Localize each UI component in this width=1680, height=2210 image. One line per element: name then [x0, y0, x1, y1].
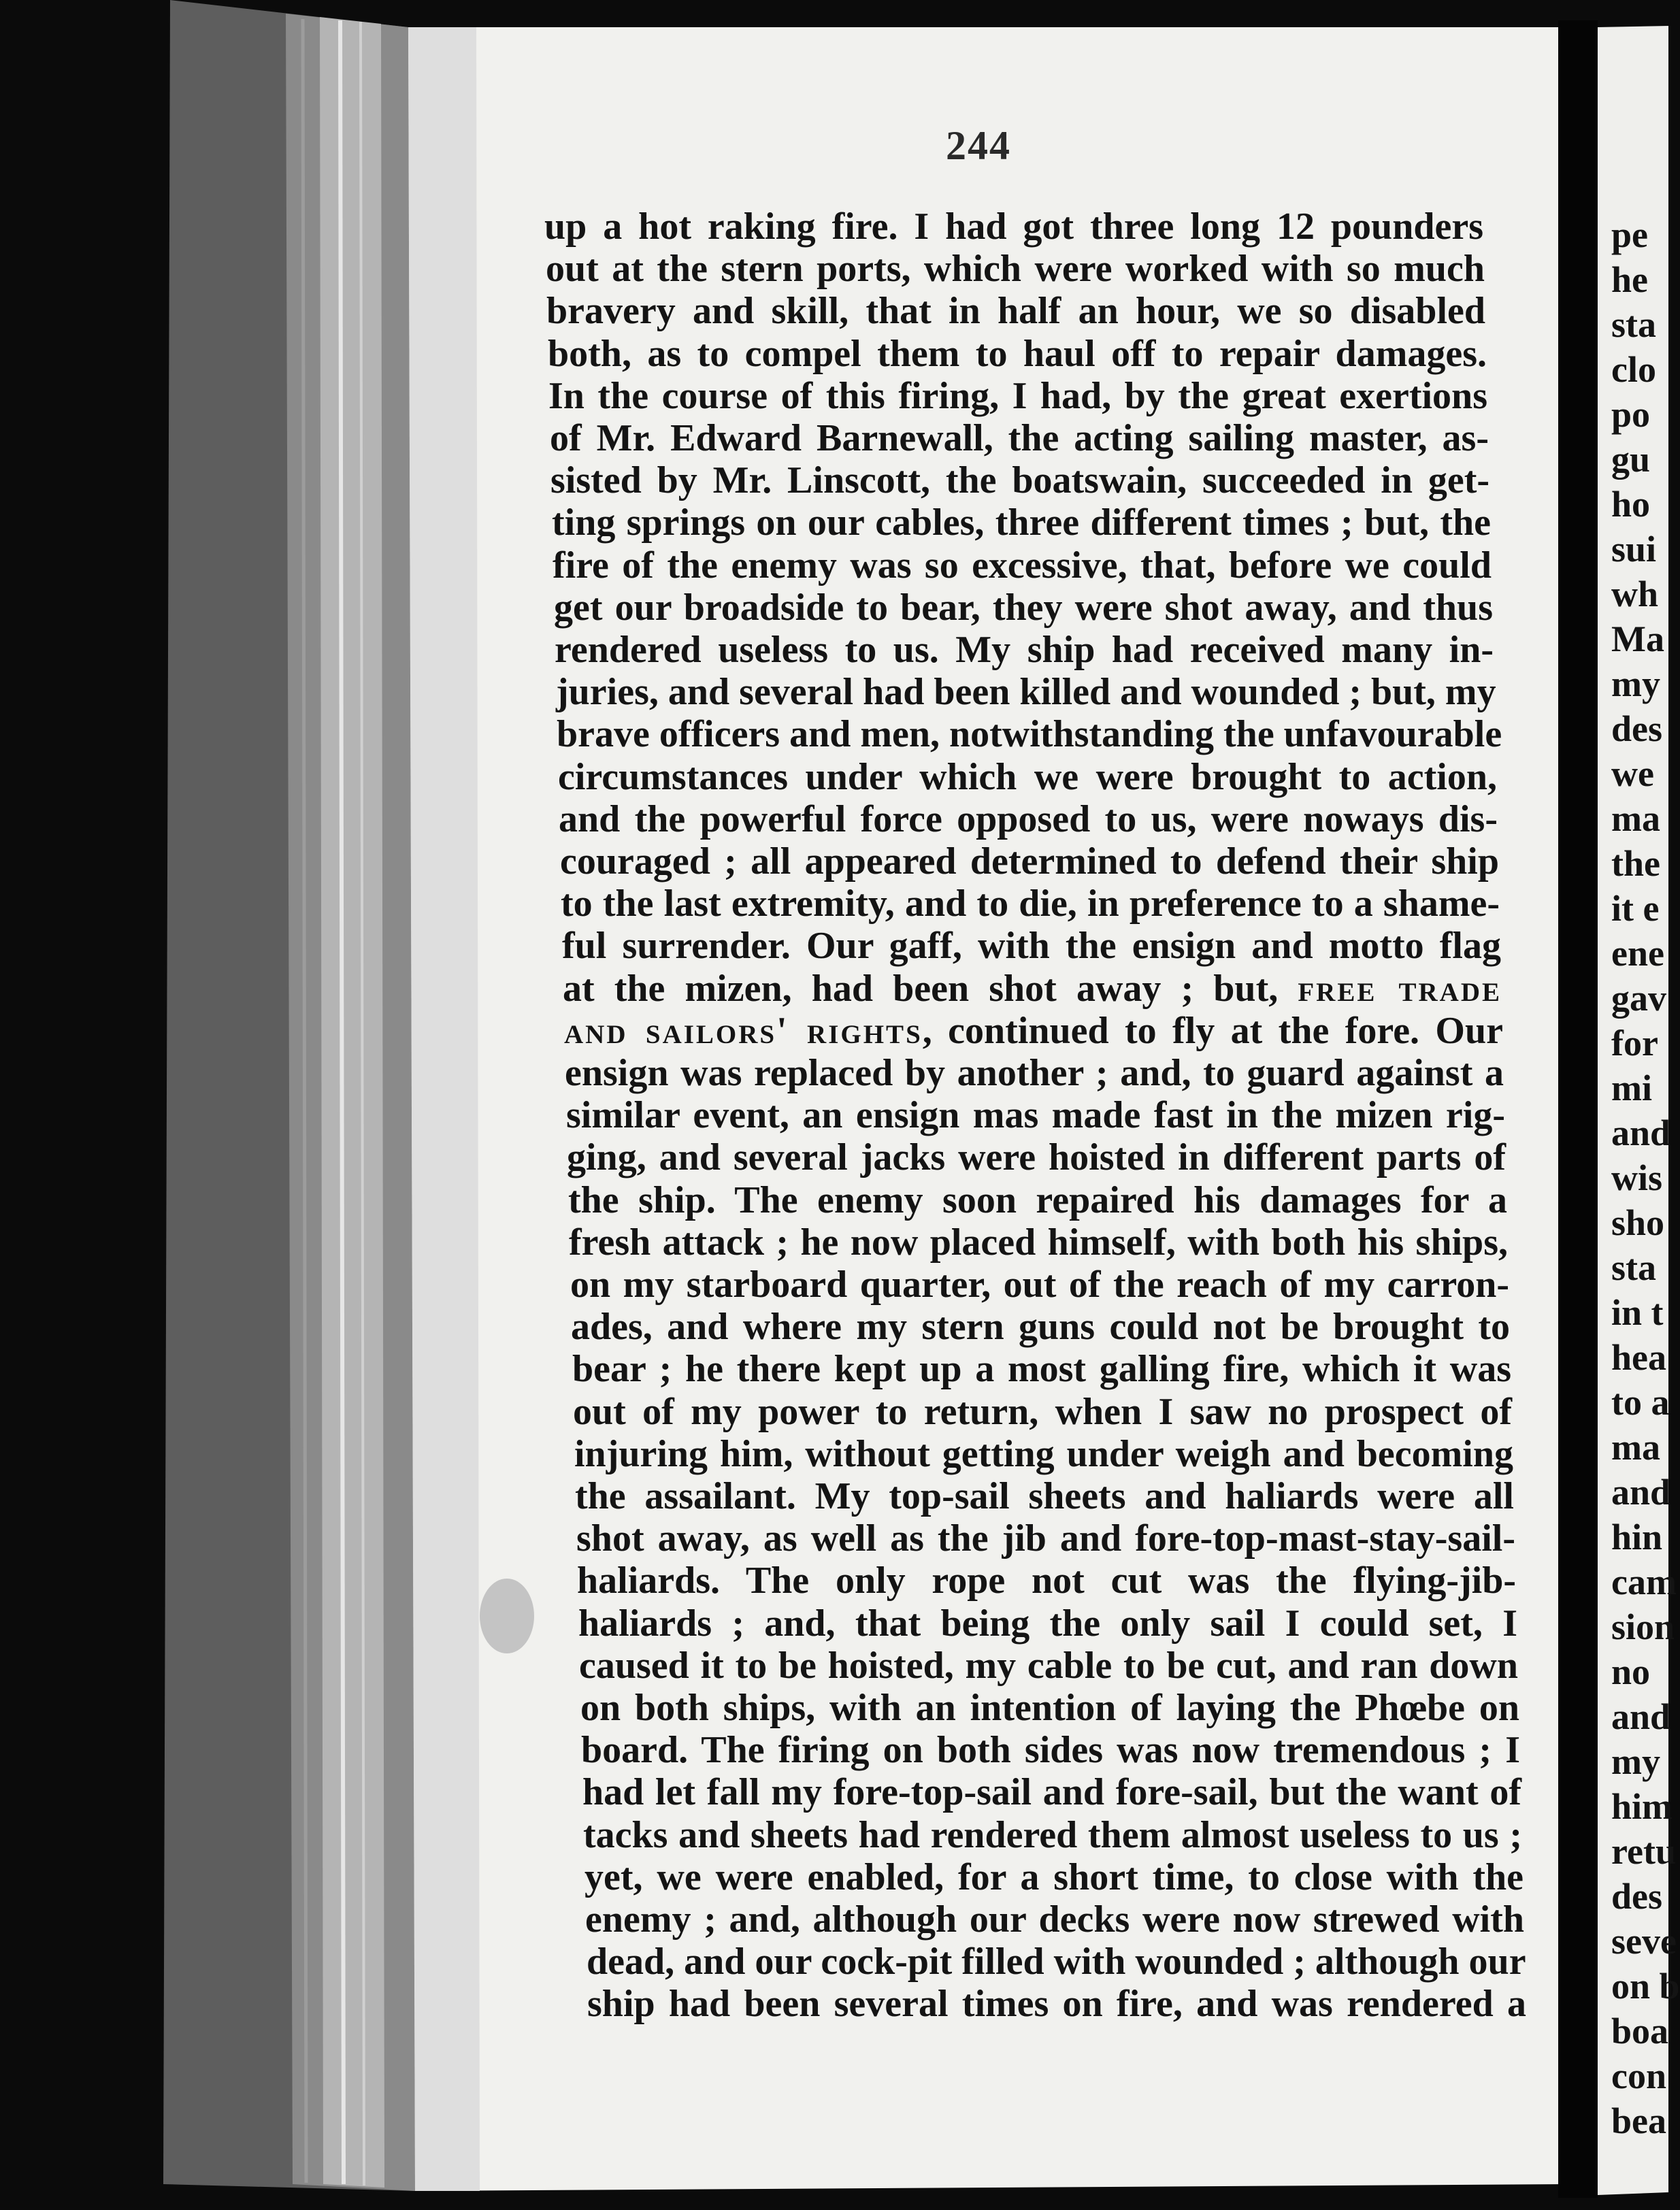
facing-page-fragment: bea	[1611, 2100, 1666, 2141]
facing-page-fragment: ho	[1611, 484, 1651, 525]
facing-page-fragment: mi	[1611, 1068, 1652, 1108]
facing-page-fragment: my	[1611, 1741, 1660, 1782]
text-line: of Mr. Edward Barnewall, the acting sailing master, as-	[550, 417, 1489, 459]
text-line: out of my power to return, when I saw no prospect of	[573, 1391, 1512, 1433]
facing-page-fragment: con	[1611, 2056, 1666, 2096]
text-line: injuring him, without getting under weigh and becoming	[574, 1433, 1513, 1475]
facing-page-fragment: Ma	[1611, 619, 1664, 659]
text-line: ting springs on our cables, three different times ; but, the	[552, 501, 1491, 544]
facing-page-fragment: he	[1611, 259, 1648, 300]
facing-page-fragment: we	[1611, 753, 1654, 794]
text-line: brave officers and men, notwithstanding the unfavourable	[557, 713, 1502, 755]
facing-page-fragment: and	[1611, 1696, 1671, 1737]
text-line: up a hot raking fire. I had got three long 12 pounders	[544, 205, 1483, 248]
text-line: rendered useless to us. My ship had received many in-	[555, 629, 1494, 671]
facing-page-fragment: hin	[1611, 1517, 1663, 1557]
text-line: on my starboard quarter, out of the reach of my carron-	[570, 1264, 1509, 1306]
text-line: had let fall my fore-top-sail and fore-sail, but the want of	[582, 1771, 1521, 1813]
text-line: similar event, an ensign mas made fast in the mizen rig-	[566, 1094, 1505, 1136]
text-line: ship had been several times on fire, and was rendered a	[587, 1983, 1526, 2025]
text-line: shot away, as well as the jib and fore-top-mast-stay-sail-	[576, 1517, 1515, 1560]
facing-page-fragment: wh	[1611, 574, 1659, 614]
text-line: haliards ; and, that being the only sail I could set, I	[578, 1602, 1517, 1645]
text-line: both, as to compel them to haul off to repair damages.	[548, 333, 1487, 375]
text-line: fresh attack ; he now placed himself, with both his ships,	[569, 1221, 1508, 1264]
text-line: board. The firing on both sides was now tremendous ; I	[581, 1729, 1520, 1771]
motto-text: and sailors' rights	[564, 1010, 923, 1052]
facing-page-fragment: des	[1611, 1876, 1663, 1917]
text-line: the assailant. My top-sail sheets and haliards were all	[575, 1475, 1514, 1517]
text-line: haliards. The only rope not cut was the flying-jib-	[577, 1560, 1516, 1602]
facing-page-fragment: in t	[1611, 1292, 1664, 1333]
facing-page-fragment: for	[1611, 1023, 1658, 1063]
facing-page-fragment: ma	[1611, 798, 1660, 839]
text-line: bear ; he there kept up a most galling fire, which it was	[572, 1348, 1511, 1390]
facing-page-fragment: no	[1611, 1651, 1651, 1692]
facing-page-fragment: retu	[1611, 1831, 1676, 1872]
text-line: enemy ; and, although our decks were now strewed with	[585, 1898, 1524, 1941]
facing-page-fragment: sta	[1611, 1247, 1656, 1288]
text-line: In the course of this firing, I had, by the great exertions	[548, 375, 1487, 417]
text-line: fire of the enemy was so excessive, that, before we could	[553, 544, 1492, 587]
facing-page-fragment: boa	[1611, 2011, 1669, 2051]
text-line: and sailors' rights, continued to fly at the fore. Our	[564, 1010, 1503, 1052]
text-line: caused it to be hoisted, my cable to be cut, and ran down	[579, 1645, 1518, 1687]
text-line: circumstances under which we were brought to action,	[558, 756, 1497, 798]
text-line: and the powerful force opposed to us, were noways dis-	[559, 798, 1498, 840]
facing-page-fragment: it e	[1611, 888, 1660, 929]
facing-page-fragment: seve	[1611, 1921, 1677, 1962]
facing-page-fragment: the	[1611, 843, 1660, 884]
text-line: get our broadside to bear, they were shot away, and thus	[554, 587, 1493, 629]
facing-page-fragment: and	[1611, 1112, 1671, 1153]
facing-page-fragment: and	[1611, 1472, 1671, 1513]
facing-page-fragment: pe	[1611, 214, 1648, 255]
facing-page-fragment: him	[1611, 1786, 1673, 1827]
text-line: ades, and where my stern guns could not be brought to	[571, 1306, 1510, 1348]
facing-page-fragment: po	[1611, 394, 1651, 435]
facing-page-fragment: sho	[1611, 1202, 1665, 1243]
facing-page-fragment: sui	[1611, 529, 1657, 570]
facing-page-fragment: to a	[1611, 1382, 1670, 1423]
facing-page-fragment: gav	[1611, 978, 1666, 1019]
text-line: bravery and skill, that in half an hour, we so disabled	[546, 290, 1485, 332]
text-line: ensign was replaced by another ; and, to guard against a	[565, 1052, 1504, 1094]
text-line: to the last extremity, and to die, in preference to a shame-	[561, 883, 1500, 925]
text-line: tacks and sheets had rendered them almost useless to us ;	[583, 1814, 1522, 1856]
text-line: ful surrender. Our gaff, with the ensign and motto flag	[562, 925, 1501, 967]
facing-page-fragment: gu	[1611, 439, 1651, 480]
facing-page-fragment: des	[1611, 708, 1663, 749]
text-line: at the mizen, had been shot away ; but, free trade	[563, 968, 1502, 1010]
text-line: yet, we were enabled, for a short time, to close with the	[584, 1856, 1523, 1898]
text-line: juries, and several had been killed and wounded ; but, my	[556, 671, 1496, 713]
facing-page-fragment: my	[1611, 663, 1660, 704]
text-line: on both ships, with an intention of laying the Phœbe on	[580, 1687, 1519, 1729]
facing-page-fragment: cam	[1611, 1562, 1677, 1602]
motto-text: free trade	[1298, 968, 1502, 1010]
text-line: couraged ; all appeared determined to defend their ship	[560, 840, 1499, 883]
facing-page-fragment: wis	[1611, 1157, 1663, 1198]
text-line: out at the stern ports, which were worked with so much	[546, 248, 1485, 290]
text-line: dead, and our cock-pit filled with wounded ; although our	[587, 1941, 1526, 1983]
facing-page-fragment: ma	[1611, 1427, 1660, 1468]
facing-page-fragment: clo	[1611, 349, 1656, 390]
facing-page-fragment: sion	[1611, 1606, 1675, 1647]
text-line: the ship. The enemy soon repaired his damages for a	[568, 1179, 1507, 1221]
facing-page-fragment: sta	[1611, 304, 1656, 345]
text-line: ging, and several jacks were hoisted in different parts of	[567, 1136, 1506, 1178]
text-line: sisted by Mr. Linscott, the boatswain, succeeded in get-	[550, 459, 1489, 501]
facing-page-fragment: hea	[1611, 1337, 1666, 1378]
facing-page-fragment: on b	[1611, 1966, 1680, 2007]
facing-page-fragment: ene	[1611, 933, 1664, 974]
page-number: 244	[946, 123, 1011, 168]
